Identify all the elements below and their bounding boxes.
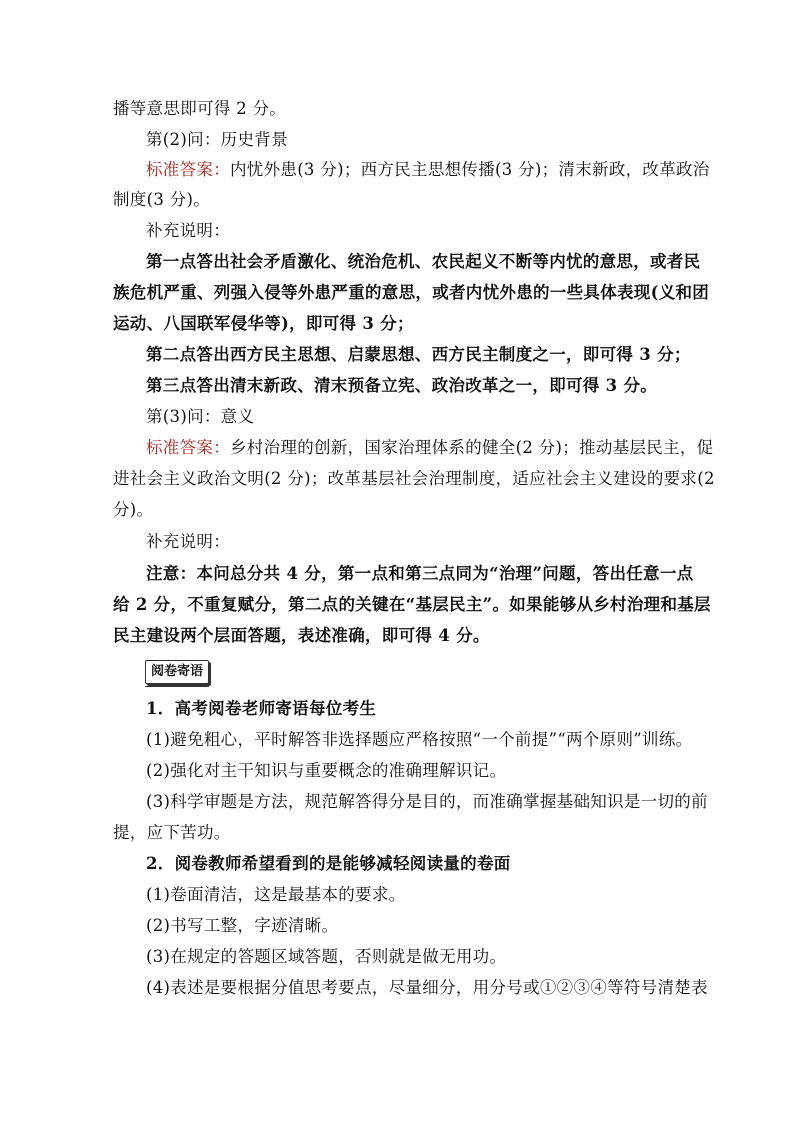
list-item: (1)避免粗心，平时解答非选择题应严格按照“一个前提”“两个原则”训练。 bbox=[146, 730, 693, 749]
text-line: 制度(3 分)。 bbox=[113, 190, 211, 209]
answer-line bbox=[146, 436, 713, 460]
text-line: 播等意思即可得 2 分。 bbox=[113, 99, 287, 118]
answer-text: 乡村治理的创新，国家治理体系的健全(2 分)；推动基层民主，促 bbox=[230, 438, 714, 457]
list-item: (3)在规定的答题区域答题，否则就是做无用功。 bbox=[146, 947, 507, 966]
section-badge: 阅卷寄语 bbox=[145, 660, 209, 684]
section-2-heading: 2．阅卷教师希望看到的是能够减轻阅读量的卷面 bbox=[146, 854, 511, 873]
section-1-heading: 1．高考阅卷老师寄语每位考生 bbox=[146, 699, 377, 718]
text-line: 分)。 bbox=[113, 500, 154, 519]
text-line: 第三点答出清末新政、清末预备立宪、政治改革之一，即可得 3 分。 bbox=[146, 376, 658, 395]
answer-line bbox=[146, 158, 710, 182]
text-line: 注意：本问总分共 4 分，第一点和第三点同为“治理”问题，答出任意一点 bbox=[146, 564, 694, 583]
list-item: (4)表述是要根据分值思考要点，尽量细分，用分号或①②③④等符号清楚表 bbox=[146, 978, 708, 997]
standard-answer-label: 标准答案： bbox=[146, 160, 230, 179]
list-item: (2)书写工整，字迹清晰。 bbox=[146, 916, 339, 935]
question-2-heading: 第(2)问：历史背景 bbox=[146, 130, 288, 149]
text-line: 提，应下苦功。 bbox=[113, 823, 231, 842]
supplement-heading: 补充说明： bbox=[146, 532, 230, 551]
answer-text: 内忧外患(3 分)；西方民主思想传播(3 分)；清末新政，改革政治 bbox=[230, 160, 710, 179]
supplement-heading: 补充说明： bbox=[146, 221, 230, 240]
text-line: 进社会主义政治文明(2 分)；改革基层社会治理制度，适应社会主义建设的要求(2 bbox=[113, 469, 715, 488]
text-line: 第二点答出西方民主思想、启蒙思想、西方民主制度之一，即可得 3 分； bbox=[146, 345, 691, 364]
divider bbox=[145, 686, 209, 687]
question-3-heading: 第(3)问：意义 bbox=[146, 407, 255, 426]
list-item: (1)卷面清洁，这是最基本的要求。 bbox=[146, 885, 406, 904]
standard-answer-label: 标准答案： bbox=[146, 438, 230, 457]
list-item: (2)强化对主干知识与重要概念的准确理解识记。 bbox=[146, 761, 507, 780]
text-line: 运动、八国联军侵华等)，即可得 3 分； bbox=[113, 314, 414, 333]
text-line: 第一点答出社会矛盾激化、统治危机、农民起义不断等内忧的意思，或者民 bbox=[146, 252, 701, 271]
text-line: 民主建设两个层面答题，表述准确，即可得 4 分。 bbox=[113, 626, 490, 645]
text-line: 族危机严重、列强入侵等外患严重的意思，或者内忧外患的一些具体表现(义和团 bbox=[113, 283, 710, 302]
text-line: 给 2 分，不重复赋分，第二点的关键在“基层民主”。如果能够从乡村治理和基层 bbox=[113, 595, 711, 614]
list-item: (3)科学审题是方法，规范解答得分是目的，而准确掌握基础知识是一切的前 bbox=[146, 792, 708, 811]
